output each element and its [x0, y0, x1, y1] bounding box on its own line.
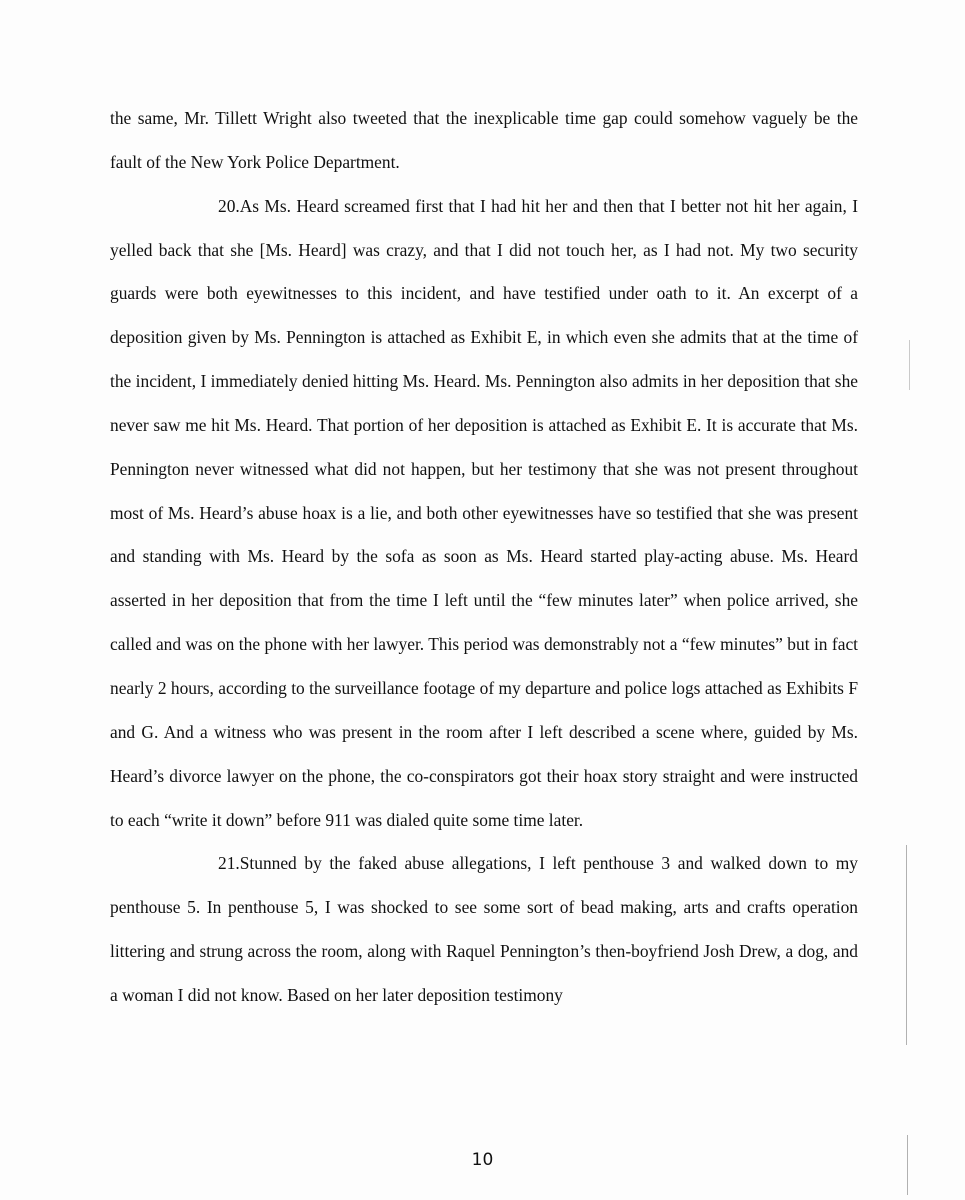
page-number: 10: [471, 1150, 494, 1170]
paragraph-text: Stunned by the faked abuse allegations, I left penthouse 3 and walked down to my penthouse 5. In penthouse 5, I was shocked to see some sort of bead making, arts and crafts operation littering and strung across the room, along with Raquel Pennington’s then-boyfriend Josh Drew, a dog, and a woman I did not know. Based on her later deposition testimony: [110, 853, 858, 1005]
scan-artifact: [906, 845, 907, 1045]
paragraph-20: [110, 185, 858, 843]
paragraph-text: As Ms. Heard screamed first that I had hit her and then that I better not hit her again, I yelled back that she [Ms. Heard] was crazy, and that I did not touch her, as I had not. My two security guards were both eyewitnesses to this incident, and have testified under oath to it. An excerpt of a deposition given by Ms. Pennington is attached as Exhibit E, in which even she admits that at the time of the incident, I immediately denied hitting Ms. Heard. Ms. Pennington also admits in her deposition that she never saw me hit Ms. Heard. That portion of her deposition is attached as Exhibit E. It is accurate that Ms. Pennington never witnessed what did not happen, but her testimony that she was not present throughout most of Ms. Heard’s abuse hoax is a lie, and both other eyewitnesses have so testified that she was present and standing with Ms. Heard by the sofa as soon as Ms. Heard started play-acting abuse. Ms. Heard asserted in her deposition that from the time I left until the “few minutes later” when police arrived, she called and was on the phone with her lawyer. This period was demonstrably not a “few minutes” but in fact nearly 2 hours, according to the surveillance footage of my departure and police logs attached as Exhibits F and G. And a witness who was present in the room after I left described a scene where, guided by Ms. Heard’s divorce lawyer on the phone, the co-conspirators got their hoax story straight and were instructed to each “write it down” before 911 was dialed quite some time later.: [110, 195, 858, 830]
document-body: [110, 97, 858, 1018]
scan-artifact: [907, 1135, 908, 1195]
scan-artifact: [909, 340, 910, 390]
paragraph-continuation: the same, Mr. Tillett Wright also tweeted that the inexplicable time gap could somehow vaguely be the fault of the New York Police Department.: [110, 108, 858, 172]
paragraph-21: [110, 842, 858, 1017]
paragraph-number: 20.: [218, 195, 240, 216]
paragraph-number: 21.: [218, 853, 240, 874]
